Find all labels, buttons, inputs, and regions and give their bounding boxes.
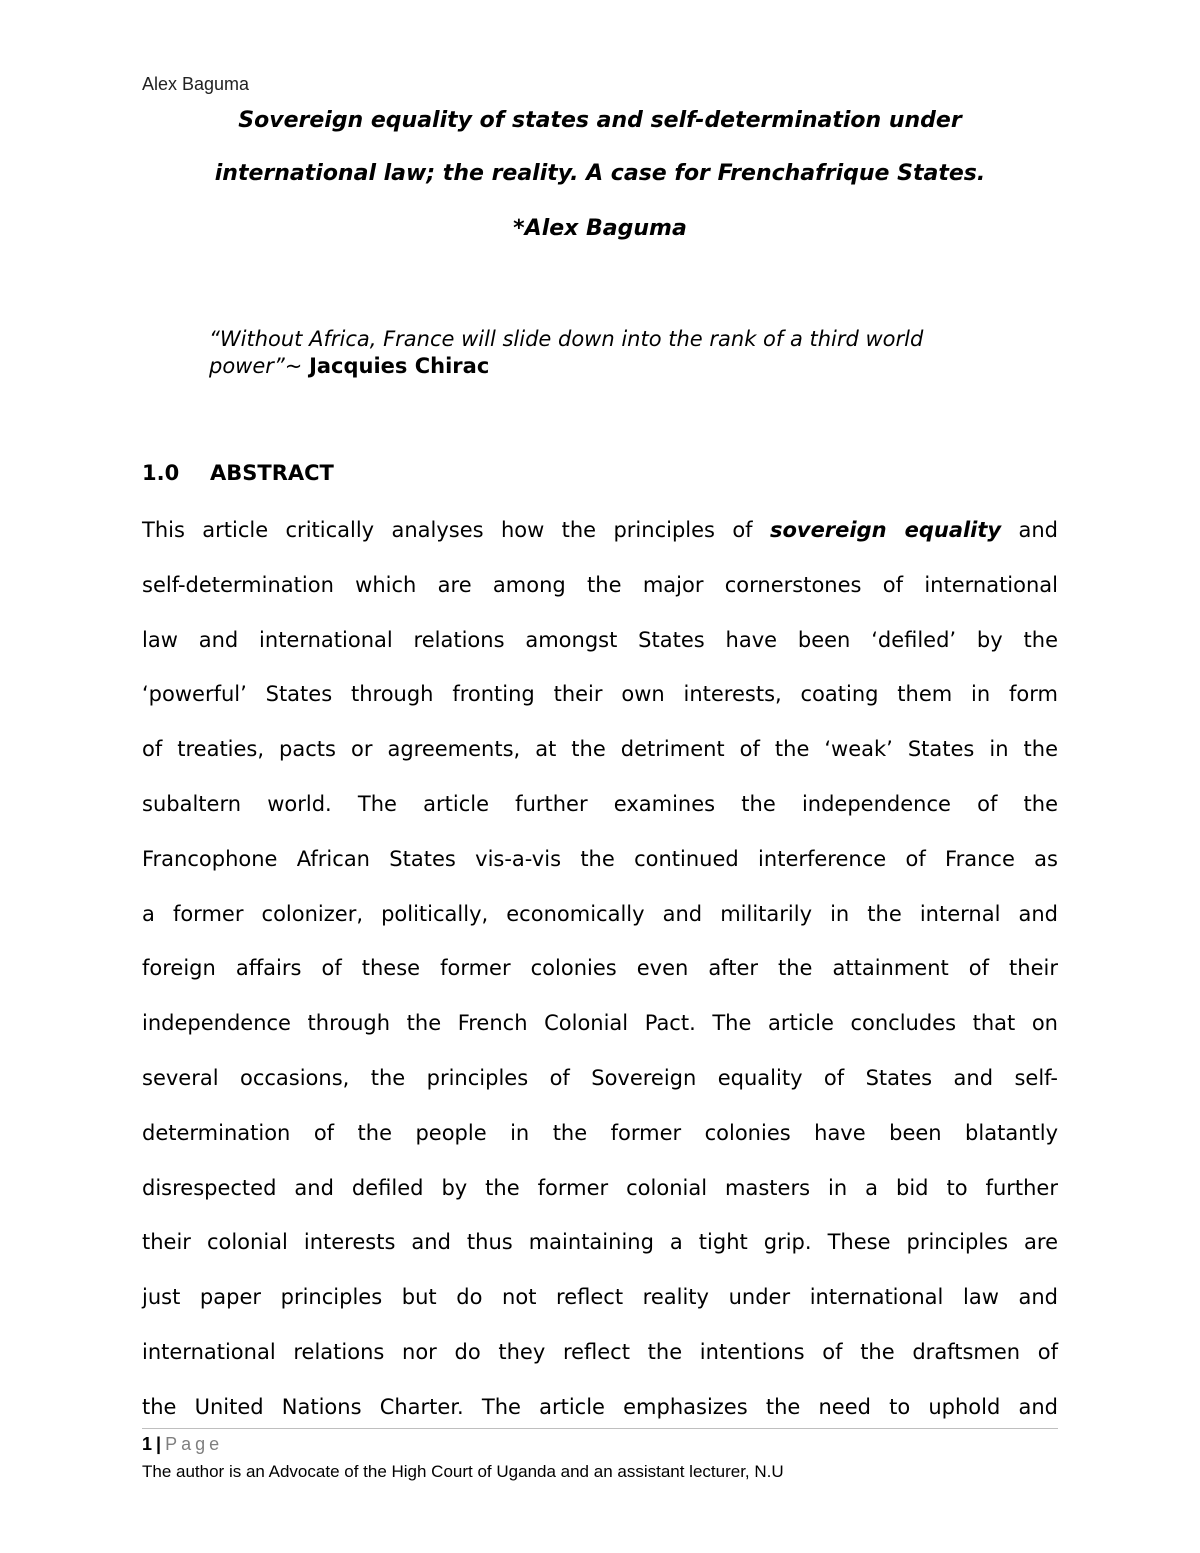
- emphasis-sovereign-equality: sovereign equality: [769, 518, 1002, 542]
- abstract-line: foreign affairs of these former colonies even after the attainment of their: [142, 956, 1058, 981]
- running-header: Alex Baguma: [142, 74, 250, 94]
- title-author: *Alex Baguma: [513, 216, 687, 241]
- abstract-line: a former colonizer, politically, economically and militarily in the internal and: [142, 901, 1058, 926]
- abstract-line: international relations nor do they reflect the intentions of the draftsmen of: [142, 1339, 1058, 1364]
- epigraph-attribution: Jacquies Chirac: [309, 354, 490, 378]
- page-number-value: 1: [142, 1434, 153, 1454]
- footer-divider: [142, 1428, 1058, 1429]
- epigraph-line-1: “Without Africa, France will slide down into the rank of a third world: [209, 327, 924, 351]
- abstract-line: of treaties, pacts or agreements, at the detriment of the ‘weak’ States in the: [142, 737, 1058, 762]
- abstract-line: the United Nations Charter. The article emphasizes the need to uphold and: [142, 1394, 1058, 1419]
- title-line-2: international law; the reality. A case for Frenchafrique States.: [214, 161, 986, 186]
- title-line-1: Sovereign equality of states and self-determination under: [238, 108, 962, 133]
- abstract-line: Francophone African States vis-a-vis the continued interference of France as: [142, 846, 1058, 871]
- abstract-line: their colonial interests and thus maintaining a tight grip. These principles are: [142, 1230, 1058, 1255]
- section-title: ABSTRACT: [210, 461, 334, 485]
- abstract-body: [142, 513, 1058, 1445]
- abstract-line: independence through the French Colonial Pact. The article concludes that on: [142, 1011, 1058, 1036]
- epigraph-line-2: power”~: [209, 354, 310, 378]
- page-label: Page: [165, 1434, 224, 1454]
- abstract-line: disrespected and defiled by the former colonial masters in a bid to further: [142, 1175, 1058, 1200]
- page-number: [142, 1434, 223, 1455]
- author-footnote: The author is an Advocate of the High Court of Uganda and an assistant lecturer, N.U: [142, 1462, 784, 1481]
- abstract-line: self-determination which are among the major cornerstones of international: [142, 572, 1058, 597]
- abstract-line: ‘powerful’ States through fronting their own interests, coating them in form: [142, 682, 1058, 707]
- abstract-line: subaltern world. The article further examines the independence of the: [142, 791, 1058, 816]
- abstract-line: just paper principles but do not reflect reality under international law and: [142, 1285, 1058, 1310]
- epigraph: [209, 326, 1039, 380]
- section-number: 1.0: [142, 461, 180, 485]
- section-heading: [142, 461, 334, 485]
- abstract-line: law and international relations amongst States have been ‘defiled’ by the: [142, 627, 1058, 652]
- abstract-line: This article critically analyses how the principles of sovereign equality and: [142, 518, 1058, 542]
- abstract-line: several occasions, the principles of Sovereign equality of States and self-: [142, 1065, 1058, 1090]
- page-separator: |: [156, 1434, 162, 1454]
- abstract-line: determination of the people in the former colonies have been blatantly: [142, 1120, 1058, 1145]
